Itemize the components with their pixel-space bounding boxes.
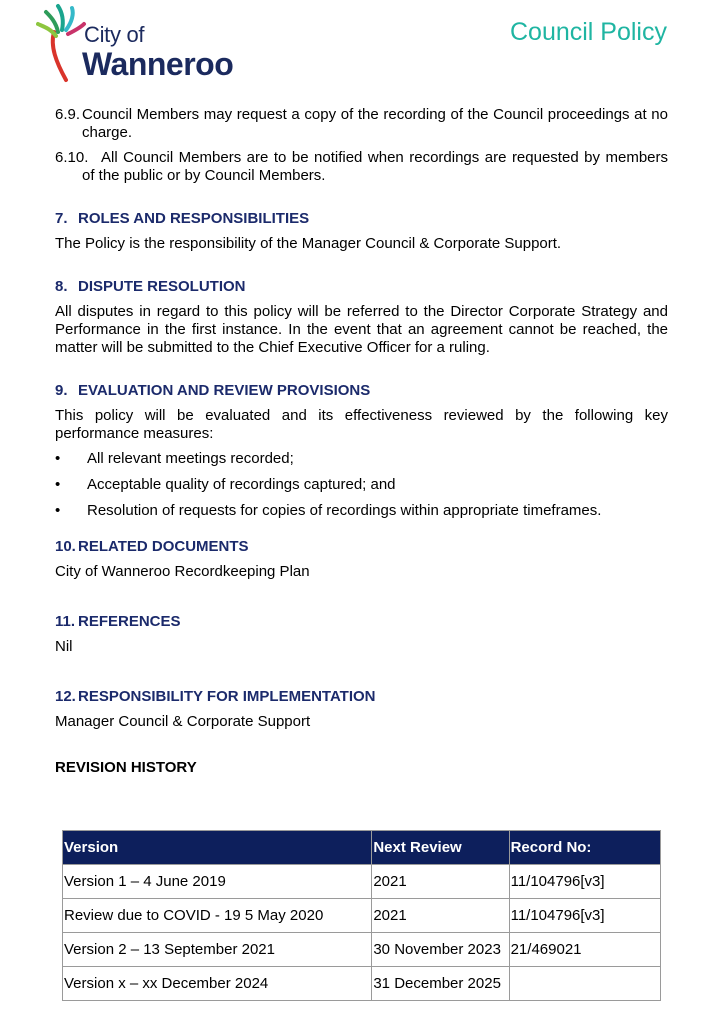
section-7 xyxy=(55,210,668,253)
list-item xyxy=(55,502,668,520)
cell-record-no: 11/104796[v3] xyxy=(509,899,660,933)
table-row xyxy=(63,899,661,933)
cell-next-review: 2021 xyxy=(372,899,509,933)
column-header-record-no: Record No: xyxy=(509,831,660,865)
section-number: 7. xyxy=(55,210,68,227)
section-heading xyxy=(55,210,668,228)
section-heading xyxy=(55,688,668,706)
clause-text: Council Members may request a copy of the recording of the Council proceedings at no charge. xyxy=(82,106,668,141)
clause-number: 6.10. xyxy=(55,149,89,166)
section-title: RESPONSIBILITY FOR IMPLEMENTATION xyxy=(78,688,376,705)
cell-next-review: 30 November 2023 xyxy=(372,933,509,967)
section-9 xyxy=(55,382,668,520)
revision-history-title: REVISION HISTORY xyxy=(55,759,197,776)
section-number: 8. xyxy=(55,278,68,295)
section-10 xyxy=(55,538,668,581)
clause-6-10 xyxy=(55,149,668,185)
section-heading xyxy=(55,278,668,296)
list-item-text: All relevant meetings recorded; xyxy=(87,450,294,467)
section-8 xyxy=(55,278,668,357)
section-body: City of Wanneroo Recordkeeping Plan xyxy=(55,563,310,580)
section-11 xyxy=(55,613,668,656)
cell-record-no: 21/469021 xyxy=(509,933,660,967)
cell-record-no xyxy=(509,967,660,1001)
section-body: This policy will be evaluated and its effectiveness reviewed by the following key performance measures: xyxy=(55,407,668,442)
section-number: 10. xyxy=(55,538,76,555)
table-header-row xyxy=(63,831,661,865)
section-heading xyxy=(55,613,668,631)
cell-version: Version 1 – 4 June 2019 xyxy=(63,865,372,899)
logo-text-wanneroo: Wanneroo xyxy=(82,46,234,82)
column-header-next-review: Next Review xyxy=(372,831,509,865)
section-number: 12. xyxy=(55,688,76,705)
cell-version: Review due to COVID - 19 5 May 2020 xyxy=(63,899,372,933)
list-item xyxy=(55,450,668,468)
table-row xyxy=(63,933,661,967)
clause-number: 6.9. xyxy=(55,106,81,123)
cell-next-review: 31 December 2025 xyxy=(372,967,509,1001)
clause-6-9 xyxy=(55,106,668,142)
logo-text-city-of: City of xyxy=(84,22,145,47)
cell-record-no: 11/104796[v3] xyxy=(509,865,660,899)
section-body: All disputes in regard to this policy will be referred to the Director Corporate Strategy and Performance in the first instance. In the event that an agreement cannot be reached, the matter will be submitted to the Chief Executive Officer for a ruling. xyxy=(55,303,668,356)
table-row xyxy=(63,967,661,1001)
section-title: RELATED DOCUMENTS xyxy=(78,538,249,555)
bullet-icon: • xyxy=(55,450,61,467)
table-row xyxy=(63,865,661,899)
list-item-text: Resolution of requests for copies of recordings within appropriate timeframes. xyxy=(87,502,602,519)
city-of-wanneroo-logo xyxy=(36,2,266,84)
section-title: EVALUATION AND REVIEW PROVISIONS xyxy=(78,382,371,399)
bullet-icon: • xyxy=(55,502,61,519)
section-number: 9. xyxy=(55,382,68,399)
section-body: Nil xyxy=(55,638,73,655)
document-type-title: Council Policy xyxy=(509,18,667,46)
revision-history-table xyxy=(62,830,661,1001)
section-title: REFERENCES xyxy=(78,613,181,630)
cell-version: Version x – xx December 2024 xyxy=(63,967,372,1001)
section-body: The Policy is the responsibility of the Manager Council & Corporate Support. xyxy=(55,235,562,252)
section-12 xyxy=(55,688,668,731)
performance-measures-list xyxy=(55,450,668,520)
bullet-icon: • xyxy=(55,476,61,493)
clause-text: All Council Members are to be notified when recordings are requested by members of the public or by Council Members. xyxy=(82,149,668,184)
list-item-text: Acceptable quality of recordings captured; and xyxy=(87,476,396,493)
cell-version: Version 2 – 13 September 2021 xyxy=(63,933,372,967)
cell-next-review: 2021 xyxy=(372,865,509,899)
list-item xyxy=(55,476,668,494)
section-title: DISPUTE RESOLUTION xyxy=(78,278,246,295)
policy-content xyxy=(55,106,668,777)
section-title: ROLES AND RESPONSIBILITIES xyxy=(78,210,310,227)
section-number: 11. xyxy=(55,613,76,630)
section-heading xyxy=(55,382,668,400)
section-body: Manager Council & Corporate Support xyxy=(55,713,311,730)
section-heading xyxy=(55,538,668,556)
column-header-version: Version xyxy=(63,831,372,865)
